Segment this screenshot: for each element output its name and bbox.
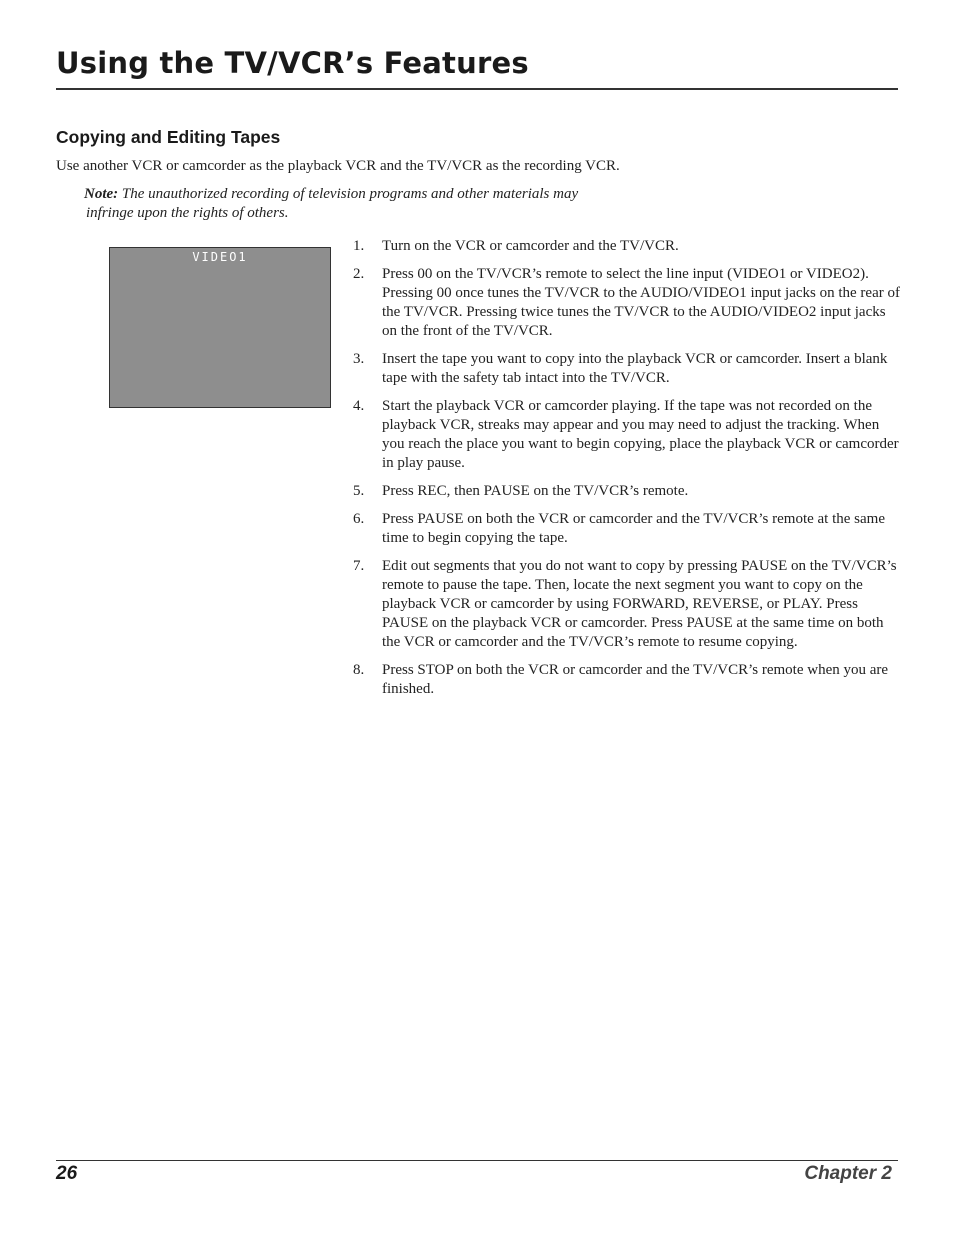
list-item	[353, 397, 901, 473]
list-item	[353, 557, 901, 652]
chapter-label: Chapter 2	[804, 1163, 892, 1184]
step-number: 3.	[353, 351, 365, 367]
step-number: 1.	[353, 238, 365, 254]
title-divider	[56, 88, 898, 90]
step-text: Turn on the VCR or camcorder and the TV/VCR.	[382, 238, 679, 254]
note-line-2: infringe upon the rights of others.	[86, 205, 289, 221]
step-number: 2.	[353, 266, 365, 282]
tv-screen-label: VIDEO1	[192, 250, 248, 264]
step-text: Press REC, then PAUSE on the TV/VCR’s remote.	[382, 483, 689, 499]
note	[84, 185, 664, 223]
list-item	[353, 482, 901, 501]
step-text: Press 00 on the TV/VCR’s remote to select the line input (VIDEO1 or VIDEO2). Pressing 00 once tunes the TV/VCR to the AUDIO/VIDEO1 input jacks on the rear of the TV/VCR. Pressing twice tunes the TV/VCR to the AUDIO/VIDEO2 input jacks on the front of the TV/VCR.	[382, 266, 900, 339]
step-number: 6.	[353, 511, 365, 527]
list-item	[353, 265, 901, 341]
intro-paragraph: Use another VCR or camcorder as the playback VCR and the TV/VCR as the recording VCR.	[56, 158, 620, 174]
footer-divider	[56, 1160, 898, 1161]
step-number: 7.	[353, 558, 365, 574]
step-text: Press PAUSE on both the VCR or camcorder and the TV/VCR’s remote at the same time to begin copying the tape.	[382, 511, 885, 546]
step-number: 4.	[353, 398, 365, 414]
step-text: Insert the tape you want to copy into the playback VCR or camcorder. Insert a blank tape with the safety tab intact into the TV/VCR.	[382, 351, 888, 386]
step-number: 8.	[353, 662, 365, 678]
tv-screen-illustration	[109, 247, 331, 408]
note-line-1: The unauthorized recording of television programs and other materials may	[121, 186, 579, 202]
list-item	[353, 510, 901, 548]
list-item	[353, 237, 901, 256]
list-item	[353, 661, 901, 699]
step-text: Edit out segments that you do not want to copy by pressing PAUSE on the TV/VCR’s remote to pause the tape. Then, locate the next segment you want to copy on the playback VCR or camcorder by using FORWARD, REVERSE, or PLAY. Press PAUSE on the playback VCR or camcorder. Press PAUSE at the same time on both the VCR or camcorder and the TV/VCR’s remote to resume copying.	[382, 558, 897, 650]
list-item	[353, 350, 901, 388]
page-number: 26	[56, 1163, 78, 1184]
step-text: Press STOP on both the VCR or camcorder and the TV/VCR’s remote when you are finished.	[382, 662, 889, 697]
section-heading: Copying and Editing Tapes	[56, 127, 281, 147]
steps-list	[353, 237, 901, 708]
step-number: 5.	[353, 483, 365, 499]
step-text: Start the playback VCR or camcorder playing. If the tape was not recorded on the playback VCR, streaks may appear and you may need to adjust the tracking. When you reach the place you want to begin copying, place the playback VCR or camcorder in play pause.	[382, 398, 899, 471]
note-label: Note:	[84, 186, 119, 202]
page-title: Using the TV/VCR’s Features	[56, 46, 529, 80]
